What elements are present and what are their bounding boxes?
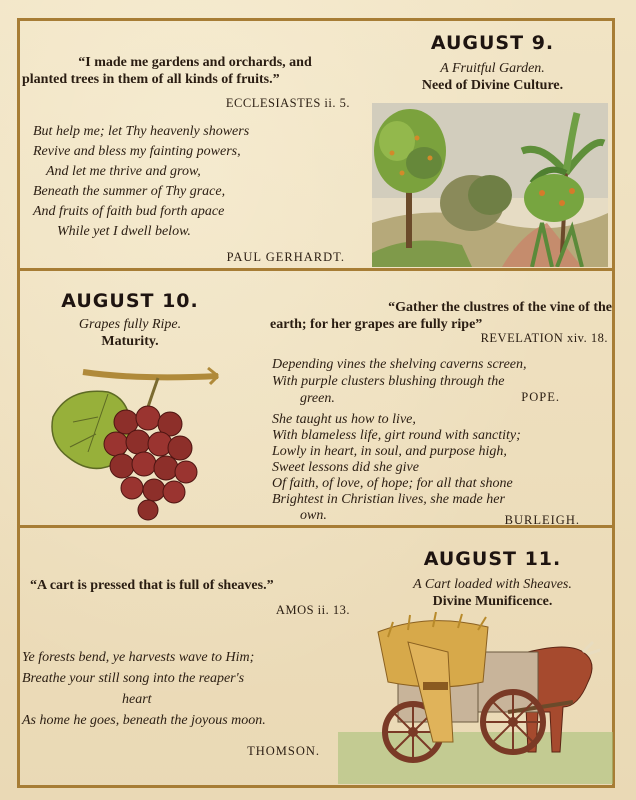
poem-line: green. <box>300 391 335 406</box>
cart-illustration <box>338 612 613 784</box>
author: BURLEIGH. <box>504 513 580 527</box>
quote-line: “Gather the clustres of the vine of the <box>388 300 612 315</box>
poem-line: Lowly in heart, in soul, and purpose high, <box>272 444 507 459</box>
poem-line: Of faith, of love, of hope; for all that shone <box>272 476 513 491</box>
poem-line: With blameless life, girt round with sanctity; <box>272 428 521 443</box>
poem <box>272 412 617 524</box>
poem-line: While yet I dwell below. <box>57 224 191 239</box>
poem-line: And let me thrive and grow, <box>46 164 201 179</box>
section-divider <box>17 268 615 271</box>
scripture-reference: AMOS ii. 13. <box>275 603 350 617</box>
theme: Need of Divine Culture. <box>421 78 564 93</box>
poem-line: heart <box>122 692 152 707</box>
author: THOMSON. <box>247 744 320 758</box>
poem-line: own. <box>300 508 327 523</box>
poem-line: Brightest in Christian lives, she made her <box>272 492 505 507</box>
date-heading: AUGUST 9. <box>430 32 555 54</box>
scripture-quote <box>272 299 612 316</box>
quote-line: “I made me gardens and orchards, and <box>78 55 312 70</box>
poem-line: Sweet lessons did she give <box>272 460 419 475</box>
poem <box>33 122 373 242</box>
theme: Divine Munificence. <box>432 594 553 609</box>
poem-line: Beneath the summer of Thy grace, <box>33 184 226 199</box>
scripture-reference: ECCLESIASTES ii. 5. <box>225 96 350 110</box>
subtitle: Grapes fully Ripe. <box>78 317 182 332</box>
poem-line: Ye forests bend, ye harvests wave to Him; <box>22 650 255 665</box>
author: POPE. <box>521 390 560 404</box>
date-heading: AUGUST 11. <box>423 548 562 570</box>
poem-line: But help me; let Thy heavenly showers <box>33 124 250 139</box>
poem-line: As home he goes, beneath the joyous moon. <box>22 713 266 728</box>
theme: Maturity. <box>101 334 159 349</box>
subtitle: A Cart loaded with Sheaves. <box>413 577 572 592</box>
poem-line: Revive and bless my fainting powers, <box>33 144 241 159</box>
poem-line: And fruits of faith bud forth apace <box>33 204 225 219</box>
quote-line: earth; for her grapes are fully ripe” <box>270 317 483 332</box>
poem-line: Breathe your still song into the reaper's <box>22 671 245 686</box>
subtitle: A Fruitful Garden. <box>440 61 545 76</box>
scripture-reference: REVELATION xiv. 18. <box>480 331 608 345</box>
quote-line: planted trees in them of all kinds of fruits.” <box>22 72 280 87</box>
poem-line: Depending vines the shelving caverns screen, <box>272 357 527 372</box>
date-heading: AUGUST 10. <box>61 290 199 312</box>
scripture-quote <box>22 71 362 88</box>
scripture-quote: “A cart is pressed that is full of sheaves.” <box>30 578 274 593</box>
grapes-illustration <box>48 362 228 524</box>
author: PAUL GERHARDT. <box>226 250 345 264</box>
poem <box>22 647 362 731</box>
poem <box>272 356 612 407</box>
scripture-quote <box>30 54 360 71</box>
garden-illustration <box>372 103 608 267</box>
poem-line: With purple clusters blushing through the <box>272 374 505 389</box>
grape-bunch-icon <box>104 406 197 520</box>
poem-line: She taught us how to live, <box>272 412 416 427</box>
